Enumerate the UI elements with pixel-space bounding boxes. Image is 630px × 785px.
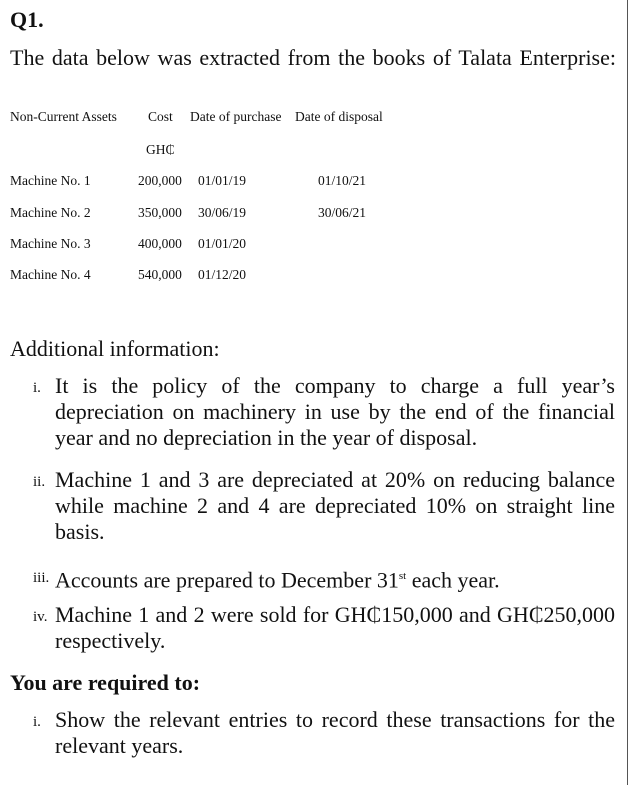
table-row-disposal: 30/06/21 — [318, 205, 367, 220]
table-row-purchase: 01/01/19 — [198, 173, 247, 188]
item-text: Machine 1 and 2 were sold for GH₵150,000 and GH₵250,000 respectively. — [55, 602, 615, 653]
table-row-asset: Machine No. 1 — [10, 173, 91, 188]
item-text: It is the policy of the company to charge a full year’s depreciation on machinery in use by the end of the financial year and no depreciation in the year of disposal. — [55, 373, 615, 450]
table-header-asset: Non-Current Assets — [10, 109, 117, 124]
table-row-purchase: 01/12/20 — [198, 267, 247, 282]
additional-item — [33, 563, 615, 593]
item-text: Machine 1 and 3 are depreciated at 20% on reducing balance while machine 2 and 4 are depreciated 10% on straight line basis. — [55, 467, 615, 544]
required-item — [33, 707, 615, 759]
table-row-asset: Machine No. 4 — [10, 267, 91, 282]
item-number: iv. — [33, 609, 48, 625]
table-row-disposal: 01/10/21 — [318, 173, 367, 188]
question-number: Q1. — [10, 7, 44, 32]
page-edge-line — [627, 0, 628, 785]
item-text-part: each year. — [406, 567, 500, 593]
item-number: iii. — [33, 570, 50, 586]
table-header-cost: Cost — [148, 109, 173, 124]
additional-item — [33, 602, 615, 654]
table-row-cost: 350,000 — [138, 205, 182, 220]
question-intro — [10, 44, 616, 71]
table-row-cost: 200,000 — [138, 173, 182, 188]
required-heading: You are required to: — [10, 670, 201, 695]
additional-heading: Additional information: — [10, 336, 220, 361]
table-header-purchase: Date of purchase — [190, 109, 282, 124]
item-text-superscript: st — [398, 570, 407, 582]
table-row-purchase: 01/01/20 — [198, 236, 247, 251]
item-number: ii. — [33, 474, 46, 490]
table-row-cost: 400,000 — [138, 236, 182, 251]
item-text-part: Accounts are prepared to December 31 — [55, 567, 399, 593]
table-row-purchase: 30/06/19 — [198, 205, 247, 220]
item-text — [55, 563, 615, 593]
item-number: i. — [33, 714, 41, 730]
item-text: Show the relevant entries to record these transactions for the relevant years. — [55, 707, 615, 758]
item-number: i. — [33, 380, 41, 396]
table-row-cost: 540,000 — [138, 267, 182, 282]
table-header-disposal: Date of disposal — [295, 109, 383, 124]
table-currency: GH₵ — [146, 142, 175, 157]
table-row-asset: Machine No. 2 — [10, 205, 91, 220]
additional-item — [33, 373, 615, 451]
additional-item — [33, 467, 615, 545]
intro-text: The data below was extracted from the books of Talata Enterprise: — [10, 45, 616, 70]
table-row-asset: Machine No. 3 — [10, 236, 91, 251]
